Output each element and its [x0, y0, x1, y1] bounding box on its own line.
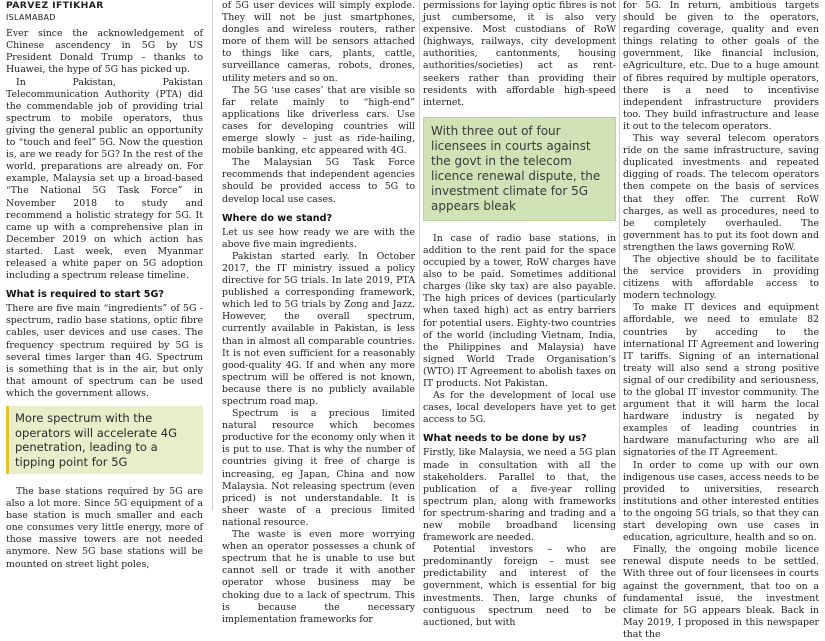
paragraph: Spectrum is a precious limited natural resource which becomes productive for the economy only when it is put to use. That is why the number of countries giving it free of charge is increasing, eg Japan, China and now Malaysia. Not releasing spectrum (even priced) is not understandable. It is sheer waste of a precious limited national resource. [222, 408, 415, 528]
paragraph: The waste is even more worrying when an operator possesses a chunk of spectrum that he is unable to use but cannot sell or trade it with another operator whose business may be choking due to a lack of spectrum. This is because the necessary implementation frameworks for [222, 529, 415, 625]
paragraph: In Pakistan, Pakistan Telecommunication Authority (PTA) did the commendable job of providing trial spectrum to mobile operators, thus giving the general public an opportunity to “touch and feel” 5G. Now the question is, are we ready for 5G? In the rest of the world, preparations are already on. For example, Malaysia set up a broad-based “The National 5G Task Force” in November 2018 to study and recommend a holistic strategy for 5G. It came up with a comprehensive plan in December 2019 on which action has started. Last week, even Myanmar released a white paper on 5G adoption including a spectrum release timeline. [6, 76, 203, 282]
paragraph: In order to come up with our own indigenous use cases, access needs to be provided to universities, research institutions and other interested entities to the ongoing 5G trials, so that they can start developing own use cases in education, agriculture, health and so on. [623, 459, 819, 544]
author-location: ISLAMABAD [6, 13, 56, 23]
paragraph: Ever since the acknowledgement of Chinese ascendency in 5G by US President Donald Trump – thanks to Huawei, the hype of 5G has picked up. [6, 28, 203, 76]
paragraph: As for the development of local use cases, local developers have yet to get access to 5G. [423, 390, 616, 426]
author-name: PARVEZ IFTIKHAR [6, 0, 104, 11]
paragraph: The Malaysian 5G Task Force recommends that independent agencies should be provided access to 5G to develop local use cases. [222, 157, 415, 205]
paragraph: In case of radio base stations, in addition to the rent paid for the space occupied by a tower, RoW charges have also to be paid. Sometimes additional charges (like sky tax) are also payable. The high prices of devices (particularly when taxed high) act as entry barriers for potential users. Eighty-two countries of the world (including Vietnam, India, the Philippines and Malaysia) have signed World Trade Organisation’s (WTO) IT Agreement to abolish taxes on IT products. Not Pakistan. [423, 232, 616, 389]
paragraph: for 5G. In return, ambitious targets should be given to the operators, regarding coverage, quality and even things relating to other goals of the government, like financial inclusion, eAgriculture, etc. Due to a huge amount of fibres required by multiple operators, there is a need to incentivise independent infrastructure providers too. They build infrastructure and lease it out to the telecom operators. [623, 0, 819, 132]
section-heading: What needs to be done by us? [423, 433, 587, 445]
column-divider [419, 0, 420, 510]
column-4 [623, 0, 819, 640]
column-divider [619, 0, 620, 510]
paragraph: This way several telecom operators ride on the same infrastructure, saving duplicated investments and repeated digging of roads. The telecom operators then compete on the basis of services that they offer. The current RoW charges, as well as procedures, need to be completely overhauled. The government has to put its foot down and strengthen the laws governing RoW. [623, 133, 819, 253]
pull-quote: With three out of four licensees in courts against the govt in the telecom licence renewal dispute, the investment climate for 5G appears bleak [423, 117, 616, 221]
column-1 [6, 0, 203, 570]
paragraph: of 5G user devices will simply explode. They will not be just smartphones, dongles and wireless routers, rather more of them will be sensors attached to things like cars, plants, cattle, surveillance cameras, robots, drones, utility meters and so on. [222, 0, 415, 84]
paragraph: The 5G ‘use cases’ that are visible so far relate mainly to “high-end” applications like driverless cars. Use cases for developing countries will emerge slowly – just as ride-hailing, mobile banking, etc appeared with 4G. [222, 84, 415, 157]
paragraph: The objective should be to facilitate the service providers in providing citizens with affordable access to modern technology. [623, 253, 819, 302]
section-heading: What is required to start 5G? [6, 289, 164, 301]
pull-quote: More spectrum with the operators will accelerate 4G penetration, leading to a tipping point for 5G [6, 406, 203, 474]
paragraph: The base stations required by 5G are also a lot more. Since 5G equipment of a base station is much smaller and each one consumes very little energy, more of those massive towers are not needed anymore. New 5G base stations will be mounted on street light poles, [6, 486, 203, 570]
paragraph: Pakistan started early. In October 2017, the IT ministry issued a policy directive for 5G trials. In late 2019, PTA published a corresponding framework, which led to 5G trials by Zong and Jazz. However, the overall spectrum, currently available in Pakistan, is less than in almost all comparable countries. It is not even sufficient for a reasonably good-quality 4G. If and when any more spectrum will be offered is not known, because there is no publicly available spectrum road map. [222, 250, 415, 407]
paragraph: To make IT devices and equipment affordable, we need to emulate 82 countries by acceding to the international IT Agreement and lowering IT tariffs. Signing of an international treaty will also send a strong positive signal of our credibility and seriousness, to the global IT investor community. The argument that it will harm the local hardware industry is negated by examples of leading countries in hardware manufacturing who are all signatories of the IT Agreement. [623, 302, 819, 459]
column-2 [222, 0, 415, 625]
paragraph: permissions for laying optic fibres is not just cumbersome, it is also very expensive. Most custodians of RoW (highways, railways, city development authorities, cantonments, housing authorities/societies) act as rent-seekers rather than providing their residents with affordable high-speed internet. [423, 0, 616, 108]
paragraph: Finally, the ongoing mobile licence renewal dispute needs to be settled. With three out of four licensees in courts against the government, that too on a fundamental issue, the investment climate for 5G appears bleak. Back in May 2019, I proposed in this newspaper that the [623, 544, 819, 640]
paragraph: Potential investors – who are predominantly foreign – must see predictability and interest of the government, which is essential for big investments. Then, large chunks of contiguous spectrum need to be auctioned, but with [423, 544, 616, 628]
column-3 [423, 0, 616, 628]
paragraph: There are five main “ingredients” of 5G - spectrum, radio base stations, optic fibre cables, user devices and use cases. The frequency spectrum required by 5G is several times larger than 4G. Spectrum is something that is in the air, but only that amount of spectrum can be used which the government allows. [6, 303, 203, 399]
paragraph: Let us see how ready we are with the above five main ingredients. [222, 226, 415, 250]
section-heading: Where do we stand? [222, 212, 333, 224]
column-divider [212, 0, 213, 510]
paragraph: Firstly, like Malaysia, we need a 5G plan made in consultation with all the stakeholders. Parallel to that, the publication of a five-year rolling spectrum plan, along with frameworks for spectrum-sharing and trading and a new mobile broadband licensing framework are needed. [423, 447, 616, 544]
